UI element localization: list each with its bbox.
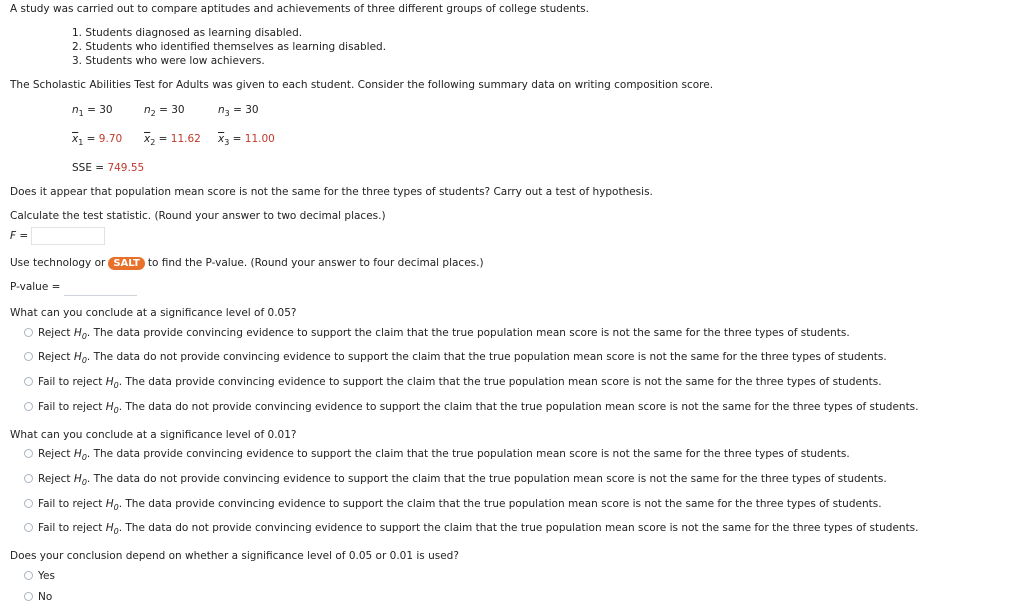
option-001-2[interactable]: Reject $H_0$. The data do not provide convincing evidence to support the claim that the true population mean score is not the same for the three types of students. — [24, 473, 887, 487]
radio-button[interactable] — [24, 328, 33, 337]
option-no[interactable]: No — [24, 591, 52, 603]
option-001-1[interactable]: Reject $H_0$. The data provide convincing evidence to support the claim that the true population mean score is not the same for the three types of students. — [24, 448, 850, 462]
n3-value: $n_3 = 30$ — [218, 104, 259, 119]
pvalue-input[interactable] — [64, 280, 137, 296]
n2-value: $n_2 = 30$ — [144, 104, 185, 119]
test-intro-text: The Scholastic Abilities Test for Adults was given to each student. Consider the following summary data on writing composition score. — [10, 79, 714, 91]
option-005-1[interactable]: Reject $H_0$. The data provide convincing evidence to support the claim that the true population mean score is not the same for the three types of students. — [24, 327, 850, 341]
option-001-4[interactable]: Fail to reject $H_0$. The data do not provide convincing evidence to support the claim that the true population mean score is not the same for the three types of students. — [24, 522, 919, 536]
radio-button[interactable] — [24, 377, 33, 386]
x3-mean: $\overline{x}_3 = 11.00$ — [218, 133, 275, 148]
n1-value: $n_1 = 30$ — [72, 104, 113, 119]
radio-button[interactable] — [24, 499, 33, 508]
f-statistic-input[interactable] — [31, 227, 105, 245]
x1-mean: $\overline{x}_1 = 9.70$ — [72, 133, 123, 148]
question-001: What can you conclude at a significance level of 0.01? — [10, 429, 297, 441]
salt-button[interactable]: SALT — [108, 257, 144, 270]
option-005-2[interactable]: Reject $H_0$. The data do not provide convincing evidence to support the claim that the true population mean score is not the same for the three types of students. — [24, 351, 887, 365]
question-main: Does it appear that population mean score is not the same for the three types of students? Carry out a test of hypothesis. — [10, 186, 653, 198]
radio-button[interactable] — [24, 474, 33, 483]
calc-prompt: Calculate the test statistic. (Round your answer to two decimal places.) — [10, 210, 386, 222]
group-item-2: 2. Students who identified themselves as learning disabled. — [72, 41, 387, 53]
sse-value: SSE = 749.55 — [72, 162, 145, 174]
pvalue-label: P-value = — [10, 281, 61, 293]
option-001-3[interactable]: Fail to reject $H_0$. The data provide convincing evidence to support the claim that the true population mean score is not the same for the three types of students. — [24, 498, 882, 512]
technology-prompt: Use technology or SALT to find the P-value. (Round your answer to four decimal places.) — [10, 257, 484, 269]
option-005-3[interactable]: Fail to reject $H_0$. The data provide convincing evidence to support the claim that the true population mean score is not the same for the three types of students. — [24, 376, 882, 390]
radio-button[interactable] — [24, 571, 33, 580]
radio-button[interactable] — [24, 449, 33, 458]
radio-button[interactable] — [24, 352, 33, 361]
option-005-4[interactable]: Fail to reject $H_0$. The data do not provide convincing evidence to support the claim that the true population mean score is not the same for the three types of students. — [24, 401, 919, 415]
f-label: F = — [10, 230, 29, 242]
group-item-3: 3. Students who were low achievers. — [72, 55, 265, 67]
radio-button[interactable] — [24, 523, 33, 532]
question-005: What can you conclude at a significance level of 0.05? — [10, 307, 297, 319]
option-yes[interactable]: Yes — [24, 570, 55, 582]
group-item-1: 1. Students diagnosed as learning disabled. — [72, 27, 303, 39]
radio-button[interactable] — [24, 402, 33, 411]
question-depend: Does your conclusion depend on whether a significance level of 0.05 or 0.01 is used? — [10, 550, 459, 562]
intro-text: A study was carried out to compare aptitudes and achievements of three different groups of college students. — [10, 3, 589, 15]
x2-mean: $\overline{x}_2 = 11.62$ — [144, 133, 201, 148]
